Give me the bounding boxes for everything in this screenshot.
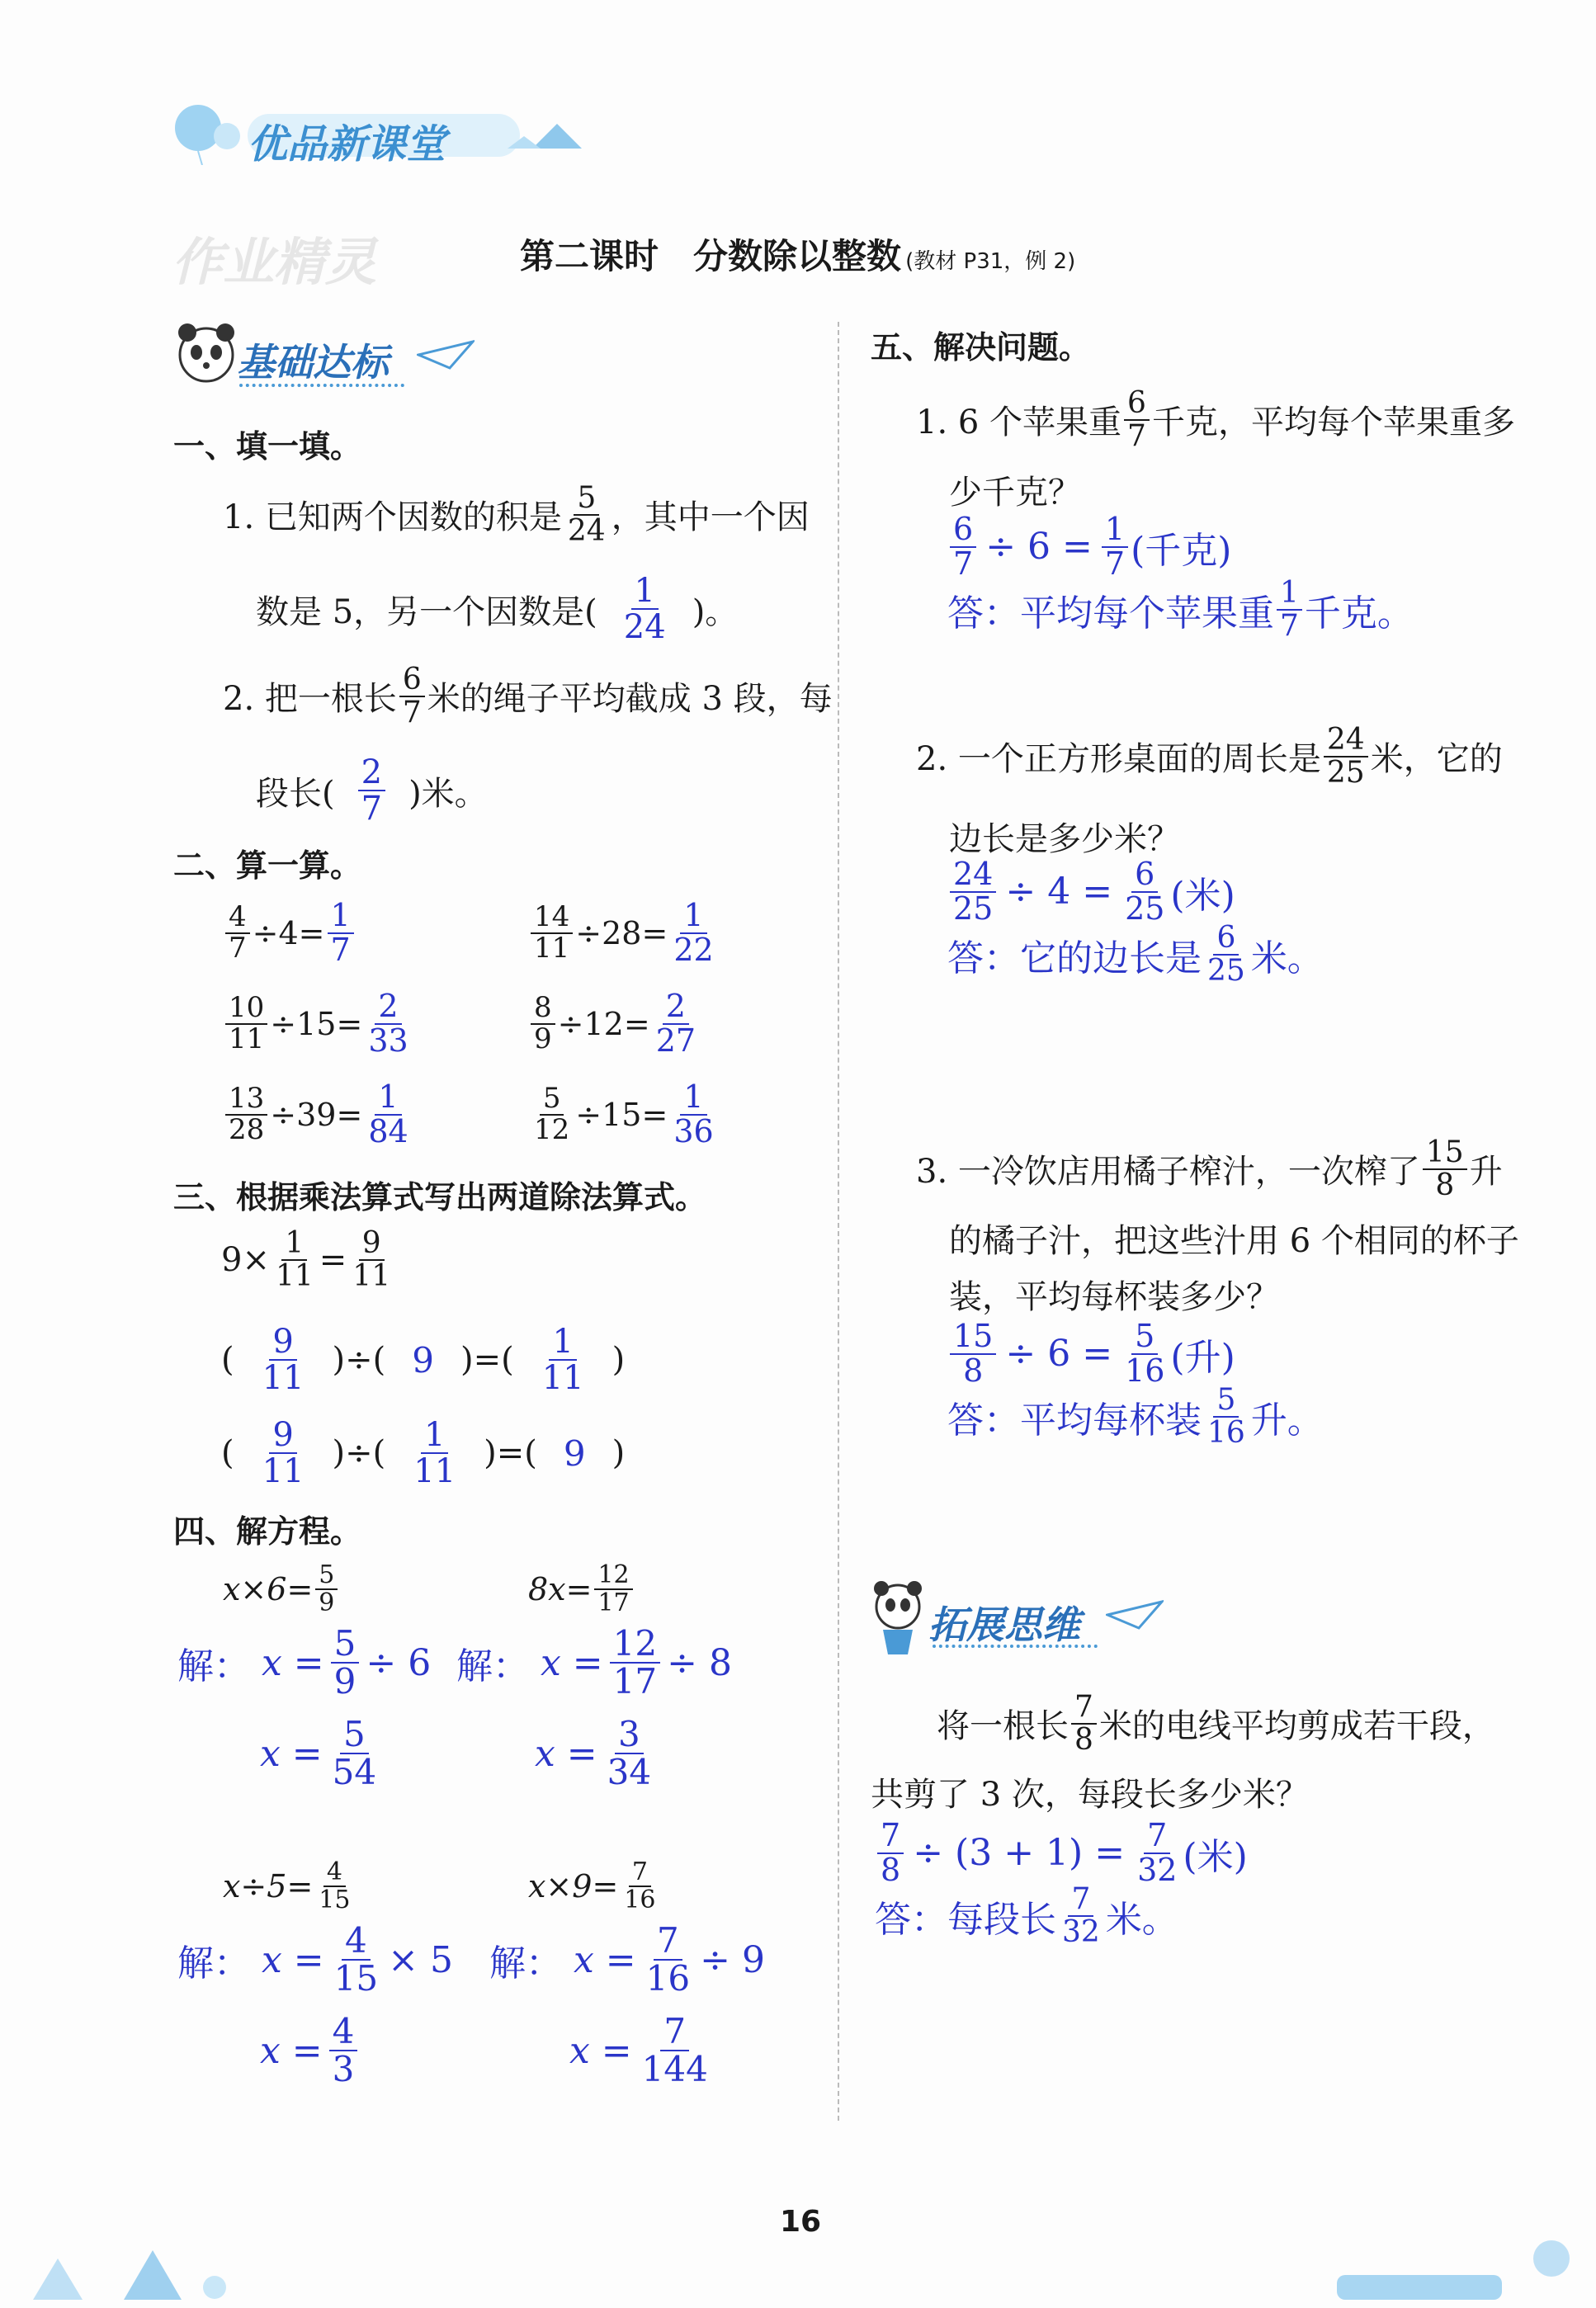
- page-number: 16: [780, 2205, 822, 2239]
- calc-item: [223, 899, 357, 967]
- p2-line2: 边长是多少米？: [949, 820, 1180, 858]
- p3-text-a: 3. 一冷饮店用橘子榨汁，一次榨了: [916, 1153, 1420, 1192]
- s4-e3-step1: [177, 1920, 453, 1999]
- s2-title: 二、算一算。: [173, 847, 362, 884]
- calc-item: [223, 990, 414, 1058]
- s4-e2-q: 8x=: [528, 1570, 593, 1607]
- s4-e1-q: x×6=: [223, 1570, 314, 1607]
- ext-answer-b: 米。: [1105, 1898, 1178, 1941]
- p1-line2: 少千克？: [949, 474, 1081, 512]
- s3-r1-close: ): [611, 1341, 626, 1379]
- p3-work-result: $\frac{5}{16}$: [1125, 1318, 1165, 1389]
- p1-work-result: $\frac{1}{7}$: [1102, 513, 1128, 581]
- p1-answer: [947, 578, 1414, 642]
- p3-work-frac: $\frac{15}{8}$: [950, 1320, 996, 1388]
- s1-q2-text-a: 2. 把一根长: [223, 680, 397, 719]
- s3-eq-a: 9×: [221, 1240, 270, 1279]
- s4-e3-question: [223, 1859, 356, 1913]
- s1-q2-frac: $\frac{6}{7}$: [399, 664, 425, 729]
- s4-e4-s1-x: x =: [574, 1938, 636, 1981]
- calc-result: $\frac{2}{33}$: [368, 988, 408, 1059]
- s4-e2-question: [528, 1562, 635, 1616]
- s4-title: 四、解方程。: [173, 1513, 362, 1550]
- s3-row1: [221, 1324, 625, 1395]
- calc-operator: ÷12=: [557, 1005, 650, 1042]
- s4-e4-s1-frac: $\frac{7}{16}$: [645, 1920, 691, 1999]
- p1-work: [947, 513, 1231, 581]
- p3-answer-frac: $\frac{5}{16}$: [1207, 1383, 1245, 1450]
- calc-result: $\frac{1}{84}$: [368, 1078, 408, 1149]
- s4-e2-step2: [535, 1716, 661, 1791]
- calc-result: $\frac{1}{22}$: [673, 897, 714, 968]
- p2-text-a: 2. 一个正方形桌面的周长是: [916, 740, 1321, 779]
- calc-operator: ÷15=: [575, 1096, 668, 1133]
- calc-result: $\frac{2}{27}$: [655, 988, 696, 1059]
- calc-item: [528, 1078, 720, 1149]
- s4-e2-s2-x: x =: [535, 1732, 597, 1775]
- column-divider: [838, 322, 839, 2121]
- s4-e3-s2-x: x =: [260, 2029, 323, 2072]
- s1-q2-line2-b: )米。: [408, 774, 488, 813]
- calc-operator: ÷39=: [270, 1096, 363, 1133]
- s1-q2-line1: [223, 664, 833, 729]
- s3-r2-a: $\frac{9}{11}$: [262, 1416, 305, 1490]
- s4-e2-s1-frac: $\frac{12}{17}$: [610, 1626, 660, 1700]
- s3-r1-div: )÷(: [332, 1341, 386, 1379]
- s4-e4-s2-x: x =: [569, 2029, 632, 2072]
- p2-work-op: ÷ 4 =: [1005, 871, 1113, 913]
- p1-text-a: 1. 6 个苹果重: [916, 404, 1122, 442]
- triangle-shape: [124, 2250, 182, 2300]
- s4-e4-s2-frac: $\frac{7}{144}$: [641, 2011, 708, 2090]
- s4-e3-qfrac: $\frac{4}{15}$: [319, 1857, 351, 1914]
- ext-line1: [937, 1692, 1495, 1756]
- p1-work-op: ÷ 6 =: [985, 526, 1093, 569]
- panda-skater-icon: [866, 1580, 933, 1663]
- p3-work-op: ÷ 6 =: [1005, 1333, 1113, 1376]
- s3-eq-equals: =: [319, 1240, 347, 1279]
- p3-line2: 的橘子汁，把这些汁用 6 个相同的杯子: [949, 1222, 1519, 1260]
- p3-work-unit: (升): [1170, 1336, 1235, 1379]
- p2-work-frac: $\frac{24}{25}$: [950, 858, 996, 926]
- lesson-title-row: [520, 229, 1075, 279]
- s3-r2-b: $\frac{1}{11}$: [413, 1416, 456, 1490]
- s4-e4-jie: 解：: [489, 1942, 562, 1985]
- badge-basic-label: 基础达标: [237, 340, 389, 385]
- s4-e1-s1-frac: $\frac{5}{9}$: [331, 1626, 360, 1700]
- s3-r2-div: )÷(: [332, 1434, 386, 1472]
- brand-name: 优品新课堂: [248, 121, 446, 168]
- s4-e4-qfrac: $\frac{7}{16}$: [624, 1857, 656, 1914]
- p2-work: [947, 858, 1235, 926]
- p2-answer-a: 答：它的边长是: [947, 937, 1202, 979]
- s3-r2-close: ): [611, 1434, 626, 1472]
- ext-line2: 共剪了 3 次，每段长多少米？: [871, 1776, 1309, 1814]
- lesson-ref: (教材 P31，例 2): [905, 249, 1076, 274]
- p1-line1: [916, 388, 1515, 452]
- s4-e2-s2-frac: $\frac{3}{34}$: [607, 1714, 652, 1793]
- p2-line1: [916, 724, 1503, 789]
- s4-e4-question: [528, 1859, 661, 1913]
- p3-answer: [947, 1385, 1324, 1449]
- p2-frac: $\frac{24}{25}$: [1324, 724, 1368, 789]
- s1-title: 一、填一填。: [173, 428, 362, 465]
- s4-e1-question: [223, 1562, 340, 1616]
- s1-q2-answer: $\frac{2}{7}$: [358, 755, 385, 826]
- s4-e3-s1-x: x =: [262, 1938, 324, 1981]
- footer-decoration: [0, 2209, 1596, 2308]
- s1-q1-line2-a: 数是 5，另一个因数是(: [256, 592, 597, 631]
- s4-e2-s1-x: x =: [541, 1641, 603, 1684]
- p3-line1: [916, 1137, 1503, 1201]
- s4-e1-s2-frac: $\frac{5}{54}$: [332, 1714, 377, 1793]
- ext-answer: [875, 1884, 1178, 1948]
- s3-r2-open: (: [221, 1434, 234, 1472]
- calc-dividend: $\frac{10}{11}$: [225, 994, 267, 1054]
- ext-work-result: $\frac{7}{32}$: [1137, 1817, 1178, 1888]
- s4-e4-step2: [569, 2013, 718, 2088]
- lesson-title: 第二课时 分数除以整数: [520, 236, 902, 276]
- s4-e3-step2: [260, 2013, 364, 2088]
- ext-frac: $\frac{7}{8}$: [1071, 1692, 1097, 1756]
- calc-item: [528, 899, 720, 967]
- s4-e4-step1: [489, 1920, 765, 1999]
- paper-plane-icon: [1106, 1598, 1164, 1631]
- s1-q1-line1: [223, 483, 810, 547]
- calc-dividend: $\frac{13}{28}$: [225, 1084, 267, 1145]
- p1-answer-a: 答：平均每个苹果重: [947, 592, 1274, 635]
- ext-work: [875, 1819, 1248, 1887]
- s1-q2-line2-a: 段长(: [256, 774, 335, 813]
- s4-e4-s1-op: ÷ 9: [700, 1938, 765, 1981]
- p3-frac: $\frac{15}{8}$: [1423, 1137, 1467, 1201]
- p2-answer-frac: $\frac{6}{25}$: [1207, 921, 1245, 988]
- p2-work-unit: (米): [1170, 874, 1235, 917]
- s3-r2-c: 9: [563, 1432, 586, 1474]
- p1-work-frac: $\frac{6}{7}$: [950, 513, 976, 581]
- s4-e2-jie: 解：: [456, 1645, 529, 1688]
- s3-r1-c: $\frac{1}{11}$: [541, 1323, 584, 1397]
- s3-r1-open: (: [221, 1341, 234, 1379]
- p1-frac: $\frac{6}{7}$: [1124, 388, 1150, 452]
- paper-plane-icon: [417, 338, 475, 371]
- calc-dividend: $\frac{4}{7}$: [225, 903, 250, 963]
- calc-operator: ÷15=: [270, 1005, 363, 1042]
- s1-q2-text-b: 米的绳子平均截成 3 段，每: [427, 680, 833, 719]
- s4-e3-jie: 解：: [177, 1942, 250, 1985]
- calc-operator: ÷28=: [575, 914, 668, 951]
- ext-answer-a: 答：每段长: [875, 1898, 1056, 1941]
- s3-r1-a: $\frac{9}{11}$: [262, 1323, 305, 1397]
- balloon-icon: [1533, 2240, 1570, 2277]
- badge-underline: [239, 384, 404, 387]
- s3-equation: [221, 1228, 396, 1292]
- p3-work: [947, 1320, 1235, 1388]
- p1-work-unit: (千克): [1131, 529, 1232, 572]
- calc-result: $\frac{1}{36}$: [673, 1078, 714, 1149]
- ext-work-unit: (米): [1183, 1835, 1248, 1878]
- s4-e2-s1-op: ÷ 8: [667, 1641, 732, 1684]
- s3-title: 三、根据乘法算式写出两道除法算式。: [173, 1179, 707, 1215]
- calc-dividend: $\frac{5}{12}$: [534, 1082, 570, 1146]
- s3-r2-eq: )=(: [484, 1434, 537, 1472]
- s1-q1-text-b: ，其中一个因: [611, 498, 810, 537]
- badge-extend-label: 拓展思维: [928, 1602, 1080, 1647]
- s4-e1-qfrac: $\frac{5}{9}$: [315, 1562, 338, 1616]
- p2-work-result: $\frac{6}{25}$: [1125, 856, 1165, 927]
- calc-dividend: $\frac{8}{9}$: [531, 994, 555, 1054]
- s4-e3-s2-frac: $\frac{4}{3}$: [329, 2013, 358, 2088]
- s4-e1-step2: [260, 1716, 386, 1791]
- s4-e3-q: x÷5=: [223, 1867, 314, 1904]
- p2-text-b: 米，它的: [1370, 740, 1503, 779]
- calc-item: [528, 990, 701, 1058]
- ext-work-op: ÷ (3 + 1) =: [913, 1832, 1126, 1875]
- s1-q1-frac: $\frac{5}{24}$: [567, 481, 606, 548]
- triangle-shape: [33, 2258, 83, 2300]
- s4-e3-s1-frac: $\frac{4}{15}$: [333, 1920, 379, 1999]
- s3-eq-result: $\frac{9}{11}$: [352, 1226, 391, 1293]
- s4-e2-step1: [456, 1623, 732, 1702]
- s3-row2: [221, 1418, 625, 1489]
- ext-work-frac: $\frac{7}{8}$: [877, 1819, 904, 1887]
- s3-eq-frac: $\frac{1}{11}$: [275, 1226, 314, 1293]
- ship-icon: [1337, 2275, 1502, 2300]
- ext-text-b: 米的电线平均剪成若干段，: [1098, 1707, 1495, 1746]
- p1-text-b: 千克，平均每个苹果重多: [1151, 404, 1515, 442]
- calc-operator: ÷4=: [252, 914, 325, 951]
- s4-e4-q: x×9=: [528, 1867, 619, 1904]
- s1-q1-answer: $\frac{1}{24}$: [623, 572, 666, 646]
- s4-e1-jie: 解：: [177, 1645, 250, 1688]
- s3-r1-b: 9: [412, 1339, 434, 1381]
- watermark-top: 作业精灵: [172, 232, 377, 292]
- p1-answer-frac: $\frac{1}{7}$: [1277, 578, 1302, 642]
- s1-q2-line2: [256, 755, 488, 826]
- p3-answer-b: 升。: [1250, 1399, 1324, 1442]
- p2-answer: [947, 923, 1324, 987]
- s3-r1-eq: )=(: [460, 1341, 514, 1379]
- p3-text-b: 升: [1469, 1153, 1503, 1192]
- calc-result: $\frac{1}{7}$: [328, 899, 354, 967]
- p2-answer-b: 米。: [1250, 937, 1324, 979]
- s5-title: 五、解决问题。: [871, 329, 1091, 366]
- s4-e3-s1-op: × 5: [388, 1938, 453, 1981]
- s4-e2-qfrac: $\frac{12}{17}$: [594, 1562, 632, 1616]
- s4-e1-s2-x: x =: [260, 1732, 323, 1775]
- ext-answer-frac: $\frac{7}{32}$: [1062, 1882, 1100, 1949]
- s1-q1-line2: [256, 573, 738, 644]
- s4-e1-s1-x: x =: [262, 1641, 324, 1684]
- p3-answer-a: 答：平均每杯装: [947, 1399, 1202, 1442]
- s4-e1-s1-op: ÷ 6: [366, 1641, 432, 1684]
- s4-e1-step1: [177, 1623, 432, 1702]
- flower-icon: [203, 2276, 226, 2299]
- p1-answer-b: 千克。: [1304, 592, 1414, 635]
- s1-q1-text-a: 1. 已知两个因数的积是: [223, 498, 562, 537]
- ext-text-a: 将一根长: [937, 1707, 1069, 1746]
- calc-item: [223, 1078, 414, 1149]
- calc-dividend: $\frac{14}{11}$: [531, 903, 573, 963]
- badge-extend-underline: [933, 1645, 1098, 1648]
- panda-icon: [169, 318, 243, 392]
- s1-q1-line2-b: )。: [692, 592, 739, 631]
- p3-line3: 装，平均每杯装多少？: [949, 1278, 1279, 1316]
